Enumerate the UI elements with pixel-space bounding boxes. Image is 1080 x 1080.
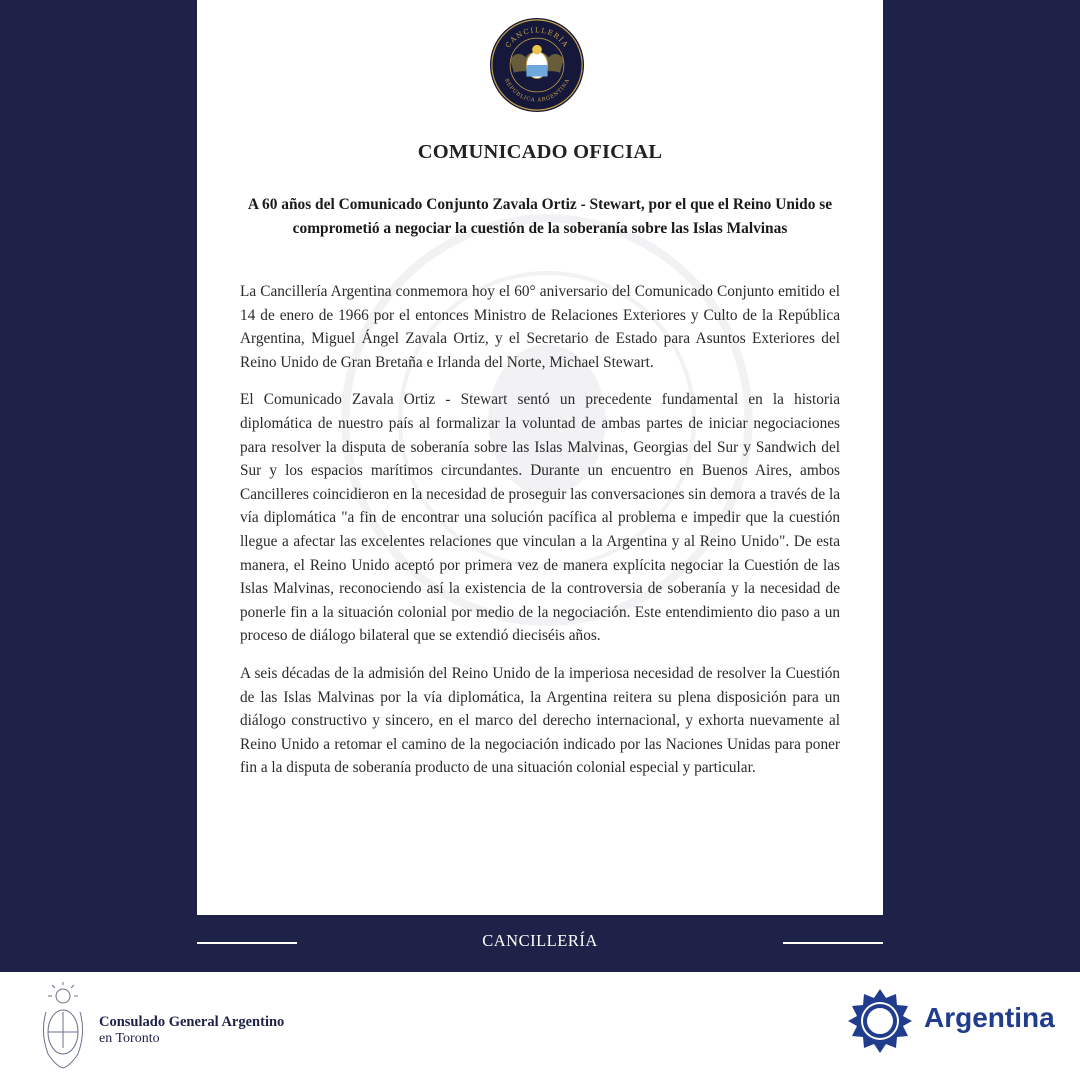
argentina-brand-text: Argentina — [924, 1002, 1055, 1033]
cancilleria-seal-icon — [489, 17, 585, 113]
paragraph-1: La Cancillería Argentina conmemora hoy el 60° aniversario del Comunicado Conjunto emitido el 14 de enero de 1966 por el entonces Ministro de Relaciones Exteriores y Culto de la República Argentina, Miguel Ángel Zavala Ortiz, y el Secretario de Estado para Asuntos Exteriores del Reino Unido de Gran Bretaña e Irlanda del Norte, Michael Stewart. — [240, 283, 840, 371]
paragraph-3: A seis décadas de la admisión del Reino Unido de la imperiosa necesidad de resolver la Cuestión de las Islas Malvinas por la vía diplomática, la Argentina reitera su plena disposición para un diálogo constructivo y sincero, en el marco del derecho internacional, y exhorta nuevamente al Reino Unido a retomar el camino de la negociación indicado por las Naciones Unidas para poner fin a la disputa de soberanía producto de una situación colonial especial y particular. — [240, 664, 840, 777]
consulate-name: Consulado General Argentino — [99, 1014, 285, 1030]
bottom-bar — [0, 972, 1080, 1080]
consulate-city: en Toronto — [99, 1031, 160, 1046]
footer-band — [197, 915, 883, 972]
document-body — [240, 280, 840, 794]
document-title: COMUNICADO OFICIAL — [417, 141, 663, 163]
document-subtitle: A 60 años del Comunicado Conjunto Zavala Ortiz - Stewart, por el que el Reino Unido se comprometió a negociar la cuestión de la soberanía sobre las Islas Malvinas — [247, 196, 833, 237]
paragraph-2: El Comunicado Zavala Ortiz - Stewart sentó un precedente fundamental en la historia diplomática de nuestro país al formalizar la voluntad de ambas partes de iniciar negociaciones para resolver la disputa de soberanía sobre las Islas Malvinas, Georgias del Sur y Sandwich del Sur y los espacios marítimos circundantes. Durante un encuentro en Buenos Aires, ambos Cancilleres coincidieron en la necesidad de proseguir las conversaciones sin demora a través de la vía diplomática "a fin de encontrar una solución pacífica al problema e impedir que la cuestión llegue a afectar las excelentes relaciones que vinculan a la Argentina y al Reino Unido". De esta manera, el Reino Unido aceptó por primera vez de manera explícita negociar la Cuestión de las Islas Malvinas, reconociendo así la existencia de la controversia de soberanía y la necesidad de ponerle fin a la situación colonial por medio de la negociación. Este entendimiento dio paso a un proceso de diálogo bilateral que se extendió dieciséis años. — [240, 391, 840, 645]
svg-text:REPÚBLICA ARGENTINA: REPÚBLICA ARGENTINA — [502, 77, 572, 104]
document-page — [197, 0, 883, 915]
svg-text:CANCILLERÍA: CANCILLERÍA — [504, 26, 571, 50]
footer-divider-right — [783, 942, 883, 944]
footer-label: CANCILLERÍA — [482, 931, 598, 950]
argentina-sun-logo-icon — [845, 986, 915, 1056]
argentine-coat-of-arms-icon — [38, 982, 88, 1072]
